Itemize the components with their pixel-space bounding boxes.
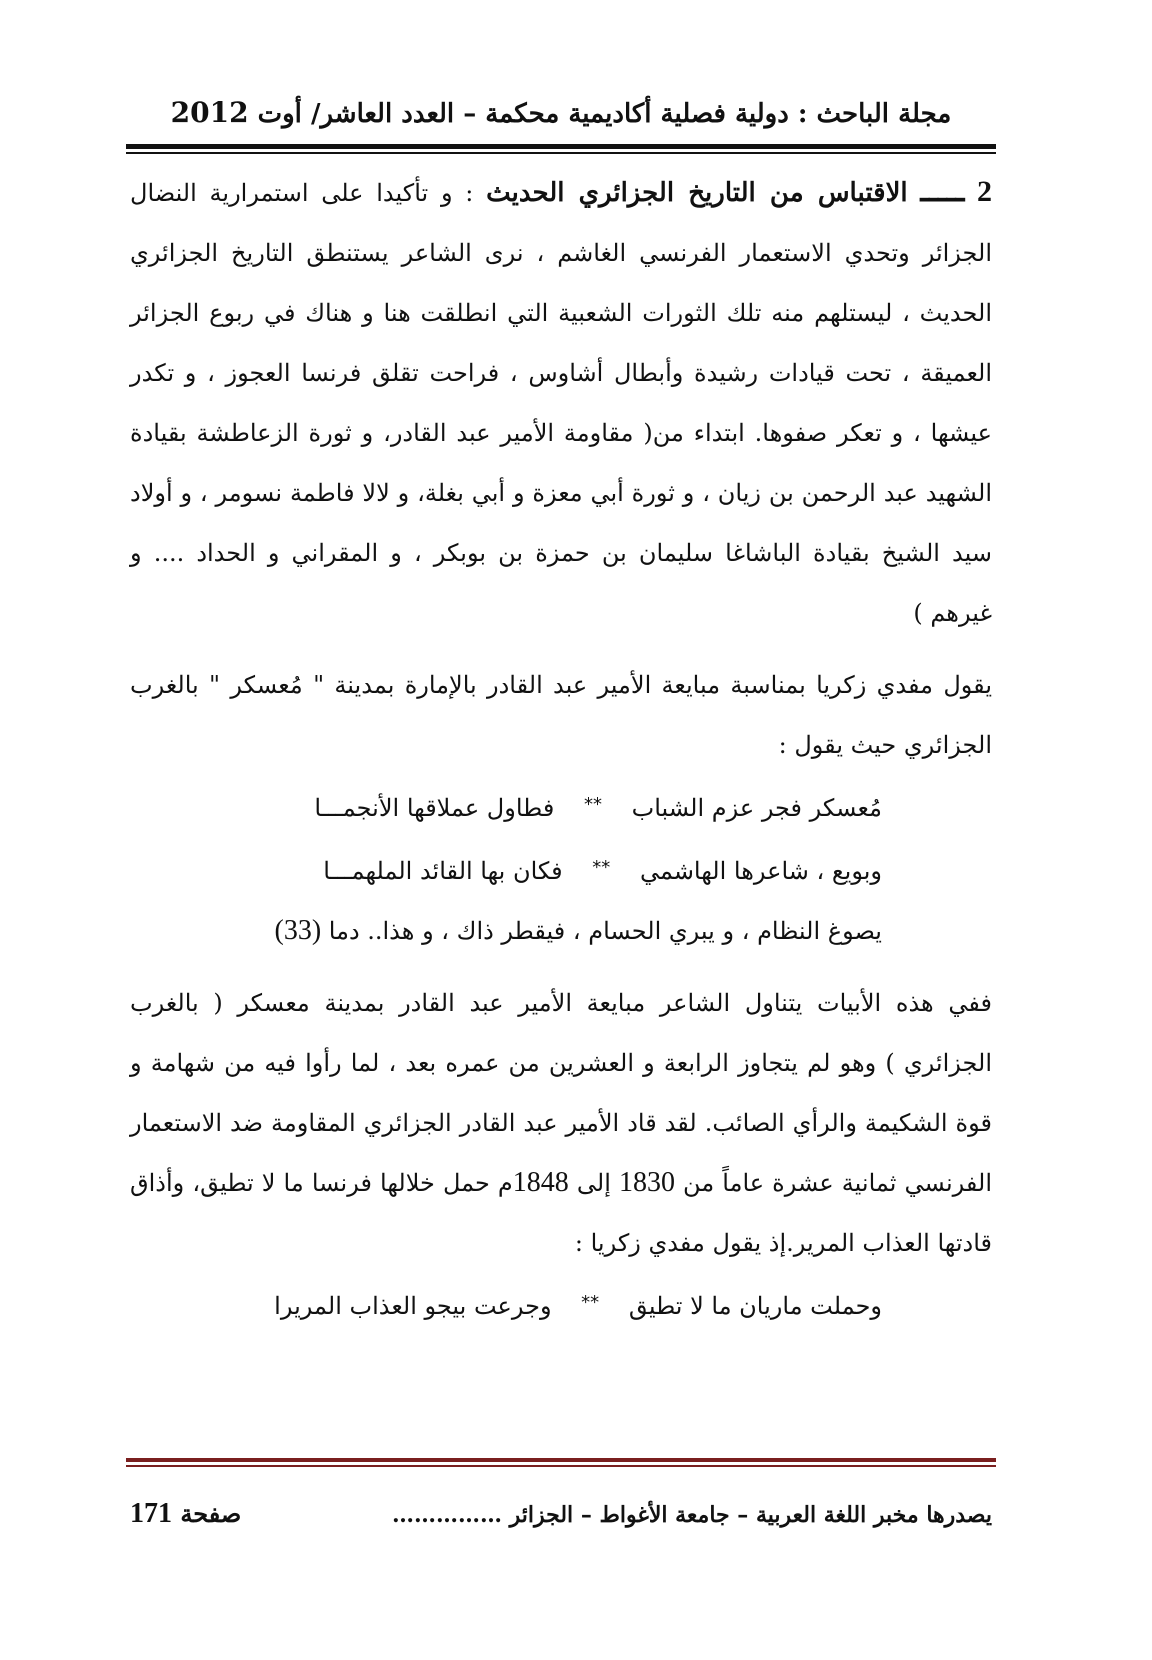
analysis-text-2: إلى xyxy=(568,1169,619,1197)
journal-title: مجلة الباحث : دولية فصلية أكاديمية محكمة – العدد العاشر/ أوت xyxy=(257,99,952,129)
verse-first-hemistich: وحملت ماريان ما لا تطيق xyxy=(628,1292,882,1320)
analysis-text-3: م حمل خلالها فرنسا ما لا تطيق، وأذاق قادتها العذاب المرير.إذ يقول مفدي زكريا : xyxy=(130,1169,992,1257)
section-number: 2 ـــــ xyxy=(920,175,992,208)
running-header xyxy=(130,96,992,129)
running-footer xyxy=(130,1498,992,1542)
verse-separator: ** xyxy=(581,1292,600,1313)
footer-rule-thin xyxy=(126,1465,996,1467)
publisher-line: يصدرها مخبر اللغة العربية – جامعة الأغواط – الجزائر …………… xyxy=(391,1502,992,1528)
verse-second-hemistich: فكان بها القائد الملهمـــا xyxy=(323,857,563,885)
issue-year: 2012 xyxy=(170,96,249,129)
verse-first-hemistich: وبويع ، شاعرها الهاشمي xyxy=(639,857,882,885)
page-number-value: 171 xyxy=(130,1498,172,1529)
verse-second-hemistich: فطاول عملاقها الأنجمـــا xyxy=(314,794,555,822)
analysis-text-1: ففي هذه الأبيات يتناول الشاعر مبايعة الأمير عبد القادر بمدينة معسكر ( بالغرب الجزائري ) وهو لم يتجاوز الرابعة و العشرين من عمره بعد ، لما رأوا فيه من شهامة و قوة الشكيمة والرأي الصائب. لقد قاد الأمير عبد القادر الجزائري المقاومة ضد الاستعمار الفرنسي ثمانية عشرة عاماً من xyxy=(130,989,992,1197)
analysis-paragraph xyxy=(130,973,992,1273)
verse-line xyxy=(130,838,992,901)
section-lead-text: : و تأكيدا على استمرارية النضال الجزائر وتحدي الاستعمار الفرنسي الغاشم ، نرى الشاعر يستنطق التاريخ الجزائري الحديث ، ليستلهم منه تلك الثورات الشعبية التي انطلقت هنا و هناك في ربوع الجزائر العميقة ، تحت قيادات رشيدة وأبطال أشاوس ، فراحت تقلق فرنسا العجوز ، و تكدر عيشها ، و تعكر صفوها. ابتداء من( مقاومة الأمير عبد القادر، و ثورة الزعاطشة بقيادة الشهيد عبد الرحمن بن زيان ، و ثورة أبي معزة و أبي بغلة، و لالا فاطمة نسومر ، و أولاد سيد الشيخ بقيادة الباشاغا سليمان بن حمزة بن بوبكر ، و المقراني و الحداد .... و غيرهم ) xyxy=(130,179,993,627)
page-number xyxy=(130,1498,241,1530)
journal-page xyxy=(130,0,992,1660)
header-rule xyxy=(126,144,996,149)
year-from: 1830 xyxy=(618,1167,675,1198)
intro-paragraph: يقول مفدي زكريا بمناسبة مبايعة الأمير عبد القادر بالإمارة بمدينة " مُعسكر " بالغرب الجزائري حيث يقول : xyxy=(130,671,992,759)
year-to: 1848 xyxy=(512,1167,569,1198)
verse-separator: ** xyxy=(592,857,611,878)
verse-line xyxy=(130,775,992,838)
article-body xyxy=(130,162,992,1336)
page-label: صفحة xyxy=(180,1499,242,1528)
verse-line xyxy=(130,1273,992,1336)
verse-first-hemistich: مُعسكر فجر عزم الشباب xyxy=(631,794,882,822)
footnote-reference: (33) xyxy=(274,915,322,946)
verse-separator: ** xyxy=(583,794,602,815)
section-paragraph xyxy=(130,162,992,643)
verse-line xyxy=(130,901,992,961)
footer-rule xyxy=(126,1458,996,1462)
verse-text: يصوغ النظام ، و يبري الحسام ، فيقطر ذاك ، و هذا.. دما xyxy=(321,917,882,945)
section-heading: الاقتباس من التاريخ الجزائري الحديث xyxy=(486,178,908,208)
header-rule-thin xyxy=(126,152,996,154)
verse-second-hemistich: وجرعت بيجو العذاب المريرا xyxy=(274,1292,552,1320)
